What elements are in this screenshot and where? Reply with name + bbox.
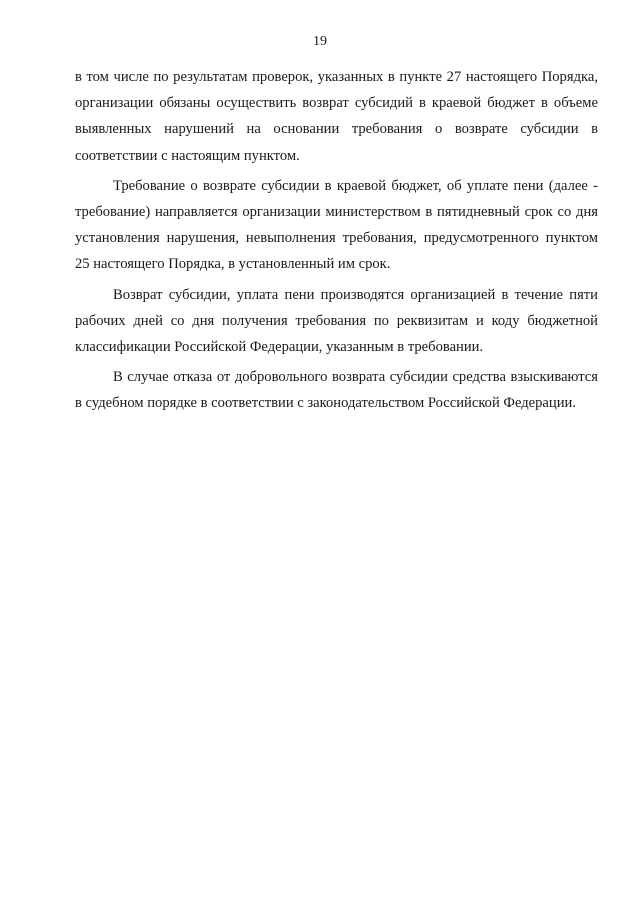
page-number: 19 <box>313 34 327 49</box>
paragraph-court-recovery: В случае отказа от добровольного возврата субсидии средства взыскиваются в судебном порядке в соответствии с законодательством Российской Федерации. <box>75 369 598 412</box>
paragraph-refund: Возврат субсидии, уплата пени производятся организацией в течение пяти рабочих дней со дня получения требования по реквизитам и коду бюджетной классификации Российской Федерации, указанным в требовании. <box>75 286 598 356</box>
document-body <box>75 64 598 421</box>
paragraph-demand: Требование о возврате субсидии в краевой бюджет, об уплате пени (далее - требование) направляется организации министерством в пятидневный срок со дня установления нарушения, невыполнения требования, предусмотренного пунктом 25 настоящего Порядка, в установленный им срок. <box>75 177 598 273</box>
paragraph-continuation: в том числе по результатам проверок, указанных в пункте 27 настоящего Порядка, организации обязаны осуществить возврат субсидий в краевой бюджет в объеме выявленных нарушений на основании требования о возврате субсидии в соответствии с настоящим пунктом. <box>75 69 598 164</box>
